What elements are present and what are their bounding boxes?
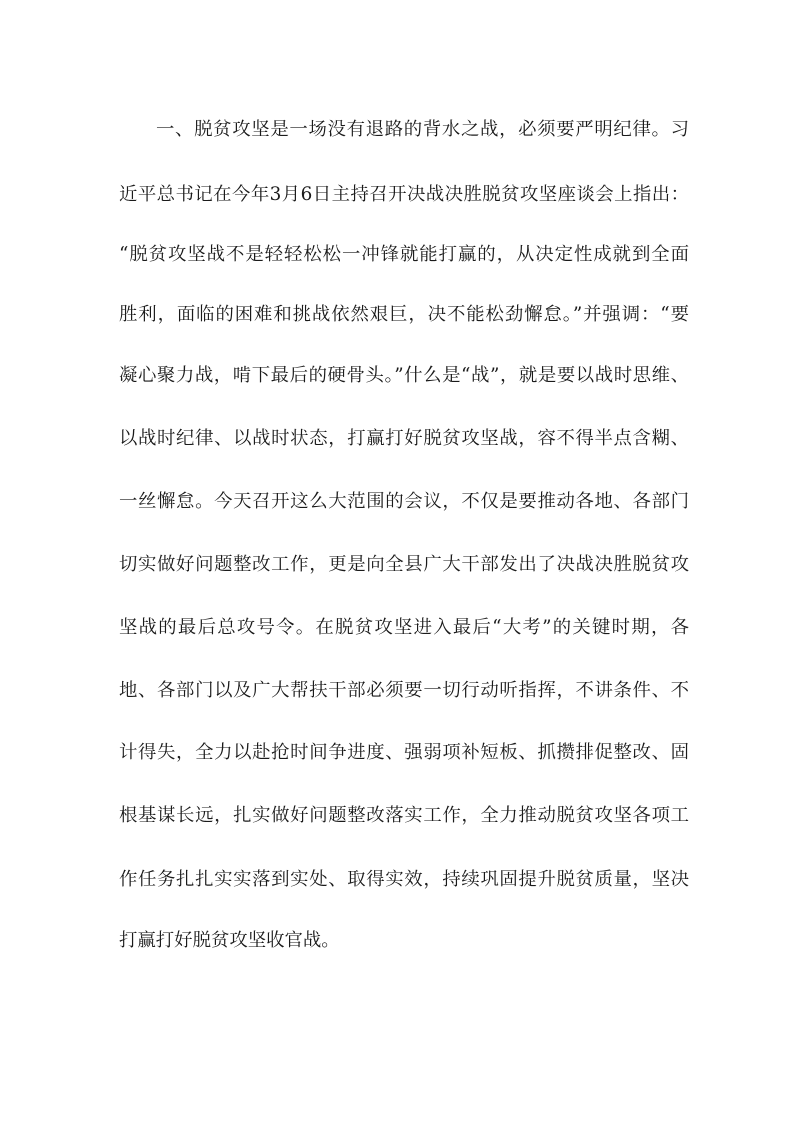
paragraph-line: 计得失，全力以赴抢时间争进度、强弱项补短板、抓攒排促整改、固 — [119, 742, 689, 763]
paragraph-line-last: 打赢打好脱贫攻坚收官战。 — [119, 930, 340, 951]
paragraph-line: 近平总书记在今年3月6日主持召开决战决胜脱贫攻坚座谈会上指出： — [119, 184, 689, 205]
paragraph-line: 一丝懈怠。今天召开这么大范围的会议，不仅是要推动各地、各部门 — [119, 491, 689, 512]
paragraph-line: 凝心聚力战，啃下最后的硬骨头。”什么是“战”，就是要以战时思维、 — [119, 365, 689, 386]
paragraph-line: 以战时纪律、以战时状态，打赢打好脱贫攻坚战，容不得半点含糊、 — [119, 428, 689, 449]
paragraph-line: 地、各部门以及广大帮扶干部必须要一切行动听指挥，不讲条件、不 — [119, 680, 689, 701]
paragraph-line: 作任务扎扎实实落到实处、取得实效，持续巩固提升脱贫质量，坚决 — [119, 869, 689, 890]
paragraph-line: 胜利，面临的困难和挑战依然艰巨，决不能松劲懈怠。”并强调：“要 — [119, 304, 689, 325]
paragraph-line: 坚战的最后总攻号令。在脱贫攻坚进入最后“大考”的关键时期，各 — [119, 617, 689, 638]
paragraph-line: 一、脱贫攻坚是一场没有退路的背水之战，必须要严明纪律。习 — [156, 119, 689, 140]
paragraph-line: “脱贫攻坚战不是轻轻松松一冲锋就能打赢的，从决定性成就到全面 — [119, 244, 689, 265]
paragraph-line: 切实做好问题整改工作，更是向全县广大干部发出了决战决胜脱贫攻 — [119, 554, 689, 575]
paragraph-line: 根基谋长远，扎实做好问题整改落实工作，全力推动脱贫攻坚各项工 — [119, 805, 689, 826]
